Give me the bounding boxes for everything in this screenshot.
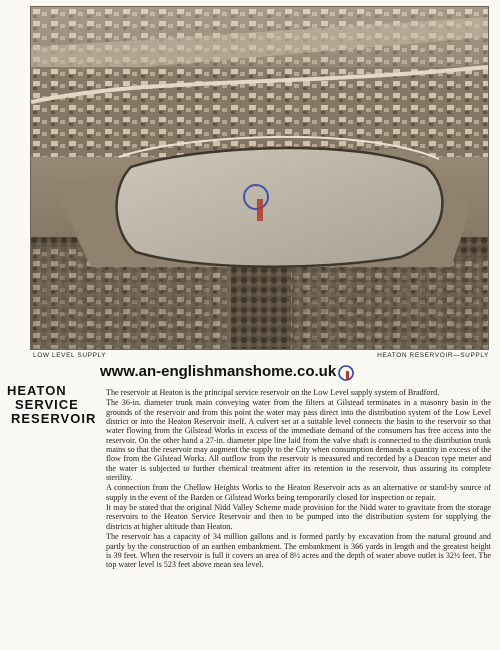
aerial-photo (30, 6, 489, 350)
heading-line-1: HEATON (7, 383, 67, 398)
site-logo-icon (337, 364, 355, 382)
heading-line-2: SERVICE (15, 397, 79, 412)
article-body (106, 388, 491, 570)
aerial-photo-illustration (31, 7, 488, 349)
paragraph: A connection from the Chellow Heights Works to the Heaton Reservoir acts as an alternative or stand-by source of supply in the event of the Barden or Gilstead Works being temporarily closed for inspection or repair. (106, 483, 491, 502)
photo-caption-left: LOW LEVEL SUPPLY (33, 352, 107, 359)
heading-line-3: RESERVOIR (11, 411, 97, 426)
watermark-url[interactable]: www.an-englishmanshome.co.uk (100, 363, 337, 380)
photo-caption-right: HEATON RESERVOIR—SUPPLY (377, 352, 489, 359)
section-heading (7, 384, 96, 426)
paragraph: It may be stated that the original Nidd Valley Scheme made provision for the Nidd water to gravitate from the storage reservoirs to the Heaton Service Reservoir and then to be pumped into the distribution system for supplying the districts at higher altitude than Heaton. (106, 503, 491, 531)
paragraph: The 36-in. diameter trunk main conveying water from the filters at Gilstead terminates in a masonry basin in the grounds of the reservoir and from this point the water may pass direct into the distribution system of the Low Level district or into the Heaton Reservoir itself. A culvert set at a suitable level connects the basin to the reservoir so that water flowing from the Gilstead Works in excess of the immediate demand of the consumers has free access into the reservoir. On the other hand a 27-in. diameter pipe line laid from the valve shaft is connected to the distribution trunk mains so that the reservoir may augment the supply to the City when consumption demands a quantity in excess of the flow from the Gilstead Works. All outflow from the reservoir is measured and recorded by a Deacon type meter and the water is subjected to further chemical treatment after its retention in the reservoir, thus assuring its complete sterility. (106, 398, 491, 483)
paragraph: The reservoir has a capacity of 34 million gallons and is formed partly by excavation from the natural ground and partly by the construction of an earthen embankment. The embankment is 366 yards in length and the greatest height is 39 feet. When the reservoir is full it covers an area of 8½ acres and the depth of water above outlet is 32½ feet. The top water level is 523 feet above mean sea level. (106, 532, 491, 570)
paragraph: The reservoir at Heaton is the principal service reservoir on the Low Level supply system of Bradford. (106, 388, 440, 397)
